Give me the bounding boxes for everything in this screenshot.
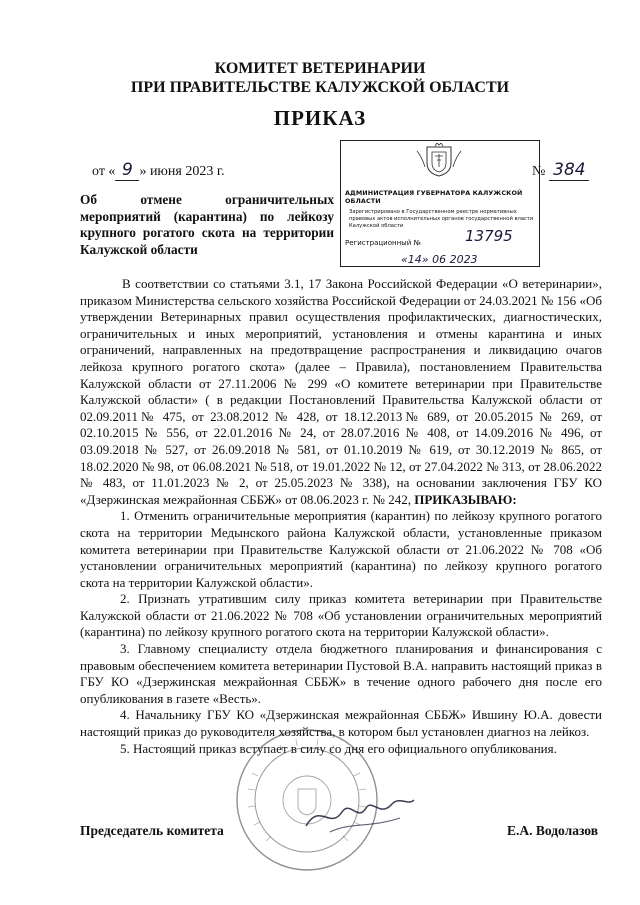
order-number — [532, 160, 589, 181]
preamble-text: В соответствии со статьями 3.1, 17 Закона Российской Федерации «О ветеринарии», приказом Министерства сельского хозяйства Российской Федерации от 24.03.2021 № 156 «Об утверждении Ветеринарных правил осуществления профилактических, диагностических, ограничительных и иных мероприятий, установления и отмены карантина и иных ограничений, направленных на предотвращение распространения и ликвидацию очагов лейкоза крупного рогатого скота» (далее – Правила), постановлением Правительства Калужской области от 27.11.2006 № 299 «О комитете ветеринарии при Правительстве Калужской области» ( в редакции Постановлений Правительства Калужской области от 02.09.2011№ 475, от 23.08.2012 № 428, от 18.12.2013№ 689, от 20.05.2015 № 269, от 02.10.2015 № 556, от 22.01.2016 № 24, от 28.07.2016 № 408, от 14.09.2016 № 496, от 03.09.2018 № 527, от 26.09.2018 № 581, от 01.10.2019 № 619, от 30.12.2019 № 865, от 18.02.2020 № 98, от 06.08.2021 № 518, от 19.01.2022 № 12, от 27.04.2022 № 313, от 28.06.2022 № 483, от 11.01.2023 № 2, от 25.05.2023 № 338), на основании заключения ГБУ КО «Дзержинская межрайонная СББЖ» от 08.06.2023 г. № 242, — [80, 276, 602, 507]
registration-stamp — [340, 140, 540, 267]
order-item-3: 3. Главному специалисту отдела бюджетного планирования и финансирования с правовым обеспечением комитета ветеринарии Пустовой В.А. направить настоящий приказ в ГБУ КО «Дзержинская межрайонная СББЖ» в течение одного рабочего дня после его опубликования в газете «Весть». — [80, 641, 602, 706]
stamp-reg-number-row — [345, 227, 513, 247]
handwritten-signature-icon — [300, 782, 420, 842]
document-type-title: ПРИКАЗ — [273, 106, 367, 130]
stamp-reg-number: 13795 — [465, 227, 513, 245]
org-title-line1: КОМИТЕТ ВЕТЕРИНАРИИ — [214, 60, 426, 77]
date-day: 9 — [115, 160, 139, 181]
order-date — [92, 160, 224, 181]
coat-of-arms-icon — [413, 143, 465, 177]
number-value: 384 — [549, 160, 589, 181]
number-prefix: № — [532, 164, 546, 179]
order-item-1: 1. Отменить ограничительные мероприятия (карантин) по лейкозу крупного рогатого скота на территории Медынского района Калужской области, установленные приказом комитета ветеринарии при Правительстве Калужской области от 21.06.2022 № 708 «Об установлении ограничительных мероприятий (карантина) по лейкозу крупного рогатого скота на территории Калужской области». — [80, 508, 602, 590]
date-prefix: от « — [92, 164, 116, 179]
signatory-position: Председатель комитета — [80, 823, 224, 838]
signatory-name: Е.А. Водолазов — [506, 823, 598, 838]
date-suffix: » июня 2023 г. — [139, 164, 225, 179]
decree-keyword: ПРИКАЗЫВАЮ: — [414, 491, 517, 507]
stamp-reg-date: «14» 06 2023 — [401, 253, 478, 266]
stamp-admin-title: АДМИНИСТРАЦИЯ ГУБЕРНАТОРА КАЛУЖСКОЙ ОБЛАСТИ — [345, 189, 523, 205]
order-item-2: 2. Признать утратившим силу приказ комитета ветеринарии при Правительстве Калужской области от 21.06.2022 № 708 «Об установлении ограничительных мероприятий (карантина) по лейкозу крупного рогатого скота на территории Калужской области». — [80, 591, 602, 640]
stamp-reg-label: Регистрационный № — [345, 239, 421, 247]
order-subject: Об отмене ограничительных мероприятий (карантина) по лейкозу крупного рогатого скота на территории Калужской области — [80, 192, 334, 257]
order-item-5: 5. Настоящий приказ вступает в силу со дня его официального опубликования. — [120, 740, 557, 756]
order-item-4: 4. Начальнику ГБУ КО «Дзержинская межрайонная СББЖ» Ившину Ю.А. довести настоящий приказ до руководителя хозяйства, в котором был установлен диагноз на лейкоз. — [80, 707, 602, 740]
order-body — [80, 276, 602, 757]
org-title-line2: ПРИ ПРАВИТЕЛЬСТВЕ КАЛУЖСКОЙ ОБЛАСТИ — [130, 79, 510, 96]
stamp-registration-text: Зарегистрировано в Государственном реестре нормативных правовых актов исполнительных органов государственной власти Калужской области — [349, 209, 534, 229]
preamble-paragraph — [80, 276, 602, 508]
